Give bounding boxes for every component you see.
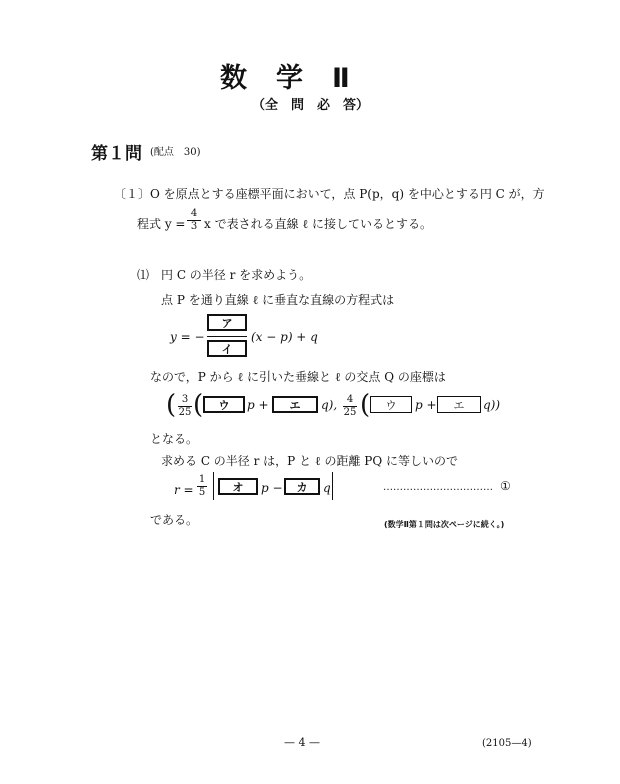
minus-text: p −: [261, 481, 283, 495]
page-title: 数 学 Ⅱ: [220, 63, 351, 94]
plus-text: p +: [247, 398, 269, 412]
answer-box-u[interactable]: ウ: [203, 396, 245, 413]
subquestion-line4: となる。: [150, 432, 199, 446]
page-number: — 4 —: [284, 736, 320, 749]
abs-bar-left: [213, 472, 214, 500]
page-subtitle: （全 問 必 答）: [252, 98, 370, 113]
coord-denominator-2: 25: [343, 407, 357, 418]
abs-bar-right: [332, 472, 333, 500]
perp-eq-prefix: y = −: [170, 330, 205, 344]
q-close-1: q),: [321, 398, 338, 412]
subquestion-line5: 求める C の半径 r は，P と ℓ の距離 PQ に等しいので: [161, 454, 458, 468]
answer-box-u-ref[interactable]: ウ: [370, 396, 412, 413]
q-close-2: q)): [483, 398, 501, 412]
subquestion-line2: 点 P を通り直線 ℓ に垂直な直線の方程式は: [161, 293, 395, 307]
part-number: 〔１〕: [114, 187, 151, 201]
answer-box-o[interactable]: オ: [218, 478, 258, 495]
radius-numerator: 1: [198, 474, 206, 485]
coord-fraction-2: [343, 394, 357, 419]
open-paren: (: [360, 390, 371, 420]
points-label: (配点 30): [150, 147, 201, 158]
answer-box-e[interactable]: エ: [272, 396, 318, 413]
perp-eq-suffix: (x − p) + q: [251, 330, 318, 344]
subquestion-intro: 円 C の半径 r を求めよう。: [161, 268, 312, 282]
slope-numerator: 4: [190, 208, 198, 219]
part-text-line2-suffix: x で表される直線 ℓ に接しているとする。: [204, 217, 432, 231]
fraction-bar: [207, 336, 247, 337]
continue-note: (数学Ⅱ第１問は次ページに続く。): [384, 520, 505, 529]
radius-fraction: [197, 474, 207, 499]
question-label: 第１問: [91, 144, 142, 164]
coord-numerator-1: 3: [181, 394, 189, 405]
slope-denominator: 3: [190, 221, 198, 232]
subquestion-number: ⑴: [137, 268, 150, 282]
answer-box-ka[interactable]: カ: [284, 478, 320, 495]
open-paren: (: [193, 390, 204, 420]
exam-code: (2105—4): [482, 738, 532, 749]
answer-box-a[interactable]: ア: [207, 314, 247, 331]
radius-denominator: 5: [198, 487, 206, 498]
part-text-line1: O を原点とする座標平面において，点 P(p，q) を中心とする円 C が，方: [150, 187, 545, 201]
open-paren: (: [166, 390, 177, 420]
answer-box-i[interactable]: イ: [207, 340, 247, 357]
part-text-line2-prefix: 程式 y =: [137, 217, 186, 231]
coord-denominator-1: 25: [178, 407, 192, 418]
plus-text: p +: [415, 398, 437, 412]
slope-fraction: [187, 208, 201, 233]
equation-number: ①: [500, 479, 511, 493]
leader-dots: ……………………………: [383, 482, 493, 493]
coord-fraction-1: [178, 394, 192, 419]
subquestion-line6: である。: [150, 513, 199, 527]
answer-box-e-ref[interactable]: エ: [437, 396, 481, 413]
subquestion-line3: なので，P から ℓ に引いた垂線と ℓ の交点 Q の座標は: [150, 370, 446, 384]
radius-eq-prefix: r =: [174, 483, 194, 497]
q-abs-text: q: [323, 481, 331, 495]
coord-numerator-2: 4: [346, 394, 354, 405]
